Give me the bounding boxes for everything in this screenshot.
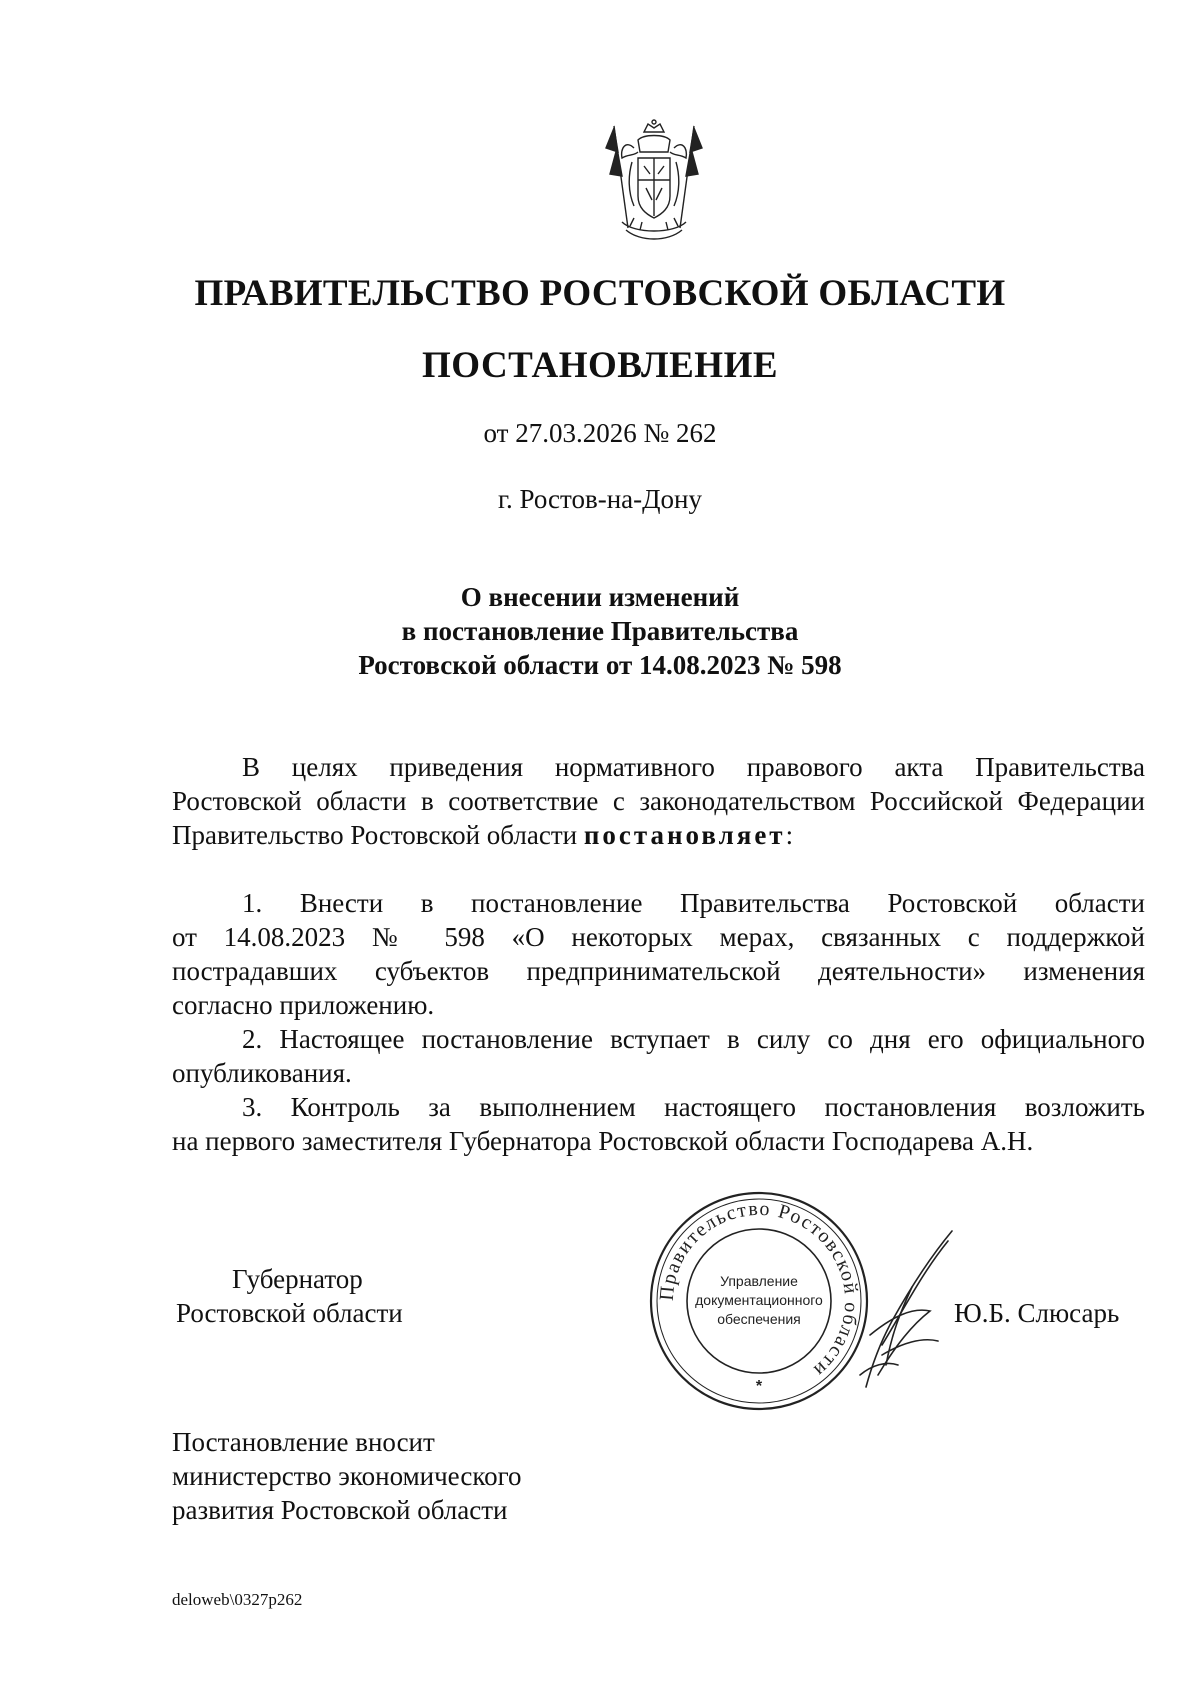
preamble-line bbox=[172, 818, 1145, 852]
item-line: от 14.08.2023 № 598 «О некоторых мерах, связанных с поддержкой bbox=[172, 922, 1145, 952]
item-3 bbox=[172, 1090, 1145, 1158]
item-line: опубликования. bbox=[172, 1058, 352, 1088]
subject-line: О внесении изменений bbox=[460, 582, 740, 612]
signer-region: Ростовской области bbox=[176, 1298, 403, 1328]
organization-title: ПРАВИТЕЛЬСТВО РОСТОВСКОЙ ОБЛАСТИ bbox=[194, 273, 1006, 314]
subject-line: Ростовской области от 14.08.2023 № 598 bbox=[358, 650, 842, 680]
document-date-number: от 27.03.2026 № 262 bbox=[483, 418, 717, 448]
document-subject bbox=[0, 580, 1200, 682]
signer-name: Ю.Б. Слюсарь bbox=[954, 1298, 1120, 1328]
handwritten-signature bbox=[852, 1225, 962, 1395]
document-code: deloweb\0327p262 bbox=[172, 1590, 303, 1609]
coat-of-arms-icon bbox=[604, 118, 704, 248]
item-line: согласно приложению. bbox=[172, 990, 435, 1020]
stamp-inner-line: документационного bbox=[695, 1292, 823, 1308]
preamble bbox=[172, 750, 1145, 852]
stamp-inner-line: обеспечения bbox=[717, 1311, 801, 1327]
stamp-inner-line: Управление bbox=[720, 1273, 798, 1289]
introduced-by-line: развития Ростовской области bbox=[172, 1495, 508, 1525]
signer-title: Губернатор bbox=[232, 1264, 363, 1294]
stamp-star: * bbox=[755, 1378, 763, 1395]
item-line: пострадавших субъектов предпринимательской деятельности» изменения bbox=[172, 956, 1145, 986]
item-line: 3. Контроль за выполнением настоящего постановления возложить bbox=[242, 1092, 1145, 1122]
item-2 bbox=[172, 1022, 1145, 1090]
item-1 bbox=[172, 886, 1145, 1022]
resolves-keyword: постановляет bbox=[583, 820, 786, 850]
item-line: на первого заместителя Губернатора Ростовской области Господарева А.Н. bbox=[172, 1126, 1034, 1156]
official-stamp bbox=[646, 1188, 872, 1414]
introduced-by-line: Постановление вносит bbox=[172, 1427, 435, 1457]
document-city: г. Ростов-на-Дону bbox=[497, 484, 702, 514]
introduced-by bbox=[172, 1425, 521, 1527]
preamble-colon: : bbox=[785, 820, 794, 850]
preamble-line: В целях приведения нормативного правового акта Правительства bbox=[242, 752, 1145, 782]
item-line: 1. Внести в постановление Правительства Ростовской области bbox=[242, 888, 1145, 918]
introduced-by-line: министерство экономического bbox=[172, 1461, 522, 1491]
subject-line: в постановление Правительства bbox=[401, 616, 799, 646]
preamble-text: Правительство Ростовской области bbox=[172, 820, 584, 850]
item-line: 2. Настоящее постановление вступает в силу со дня его официального bbox=[242, 1024, 1145, 1054]
document-type: ПОСТАНОВЛЕНИЕ bbox=[421, 345, 779, 386]
svg-text:Правительство Ростовской облас bbox=[656, 1198, 862, 1382]
stamp-ring-text: Правительство Ростовской области bbox=[655, 1197, 863, 1382]
preamble-line: Ростовской области в соответствие с законодательством Российской Федерации bbox=[172, 786, 1145, 816]
